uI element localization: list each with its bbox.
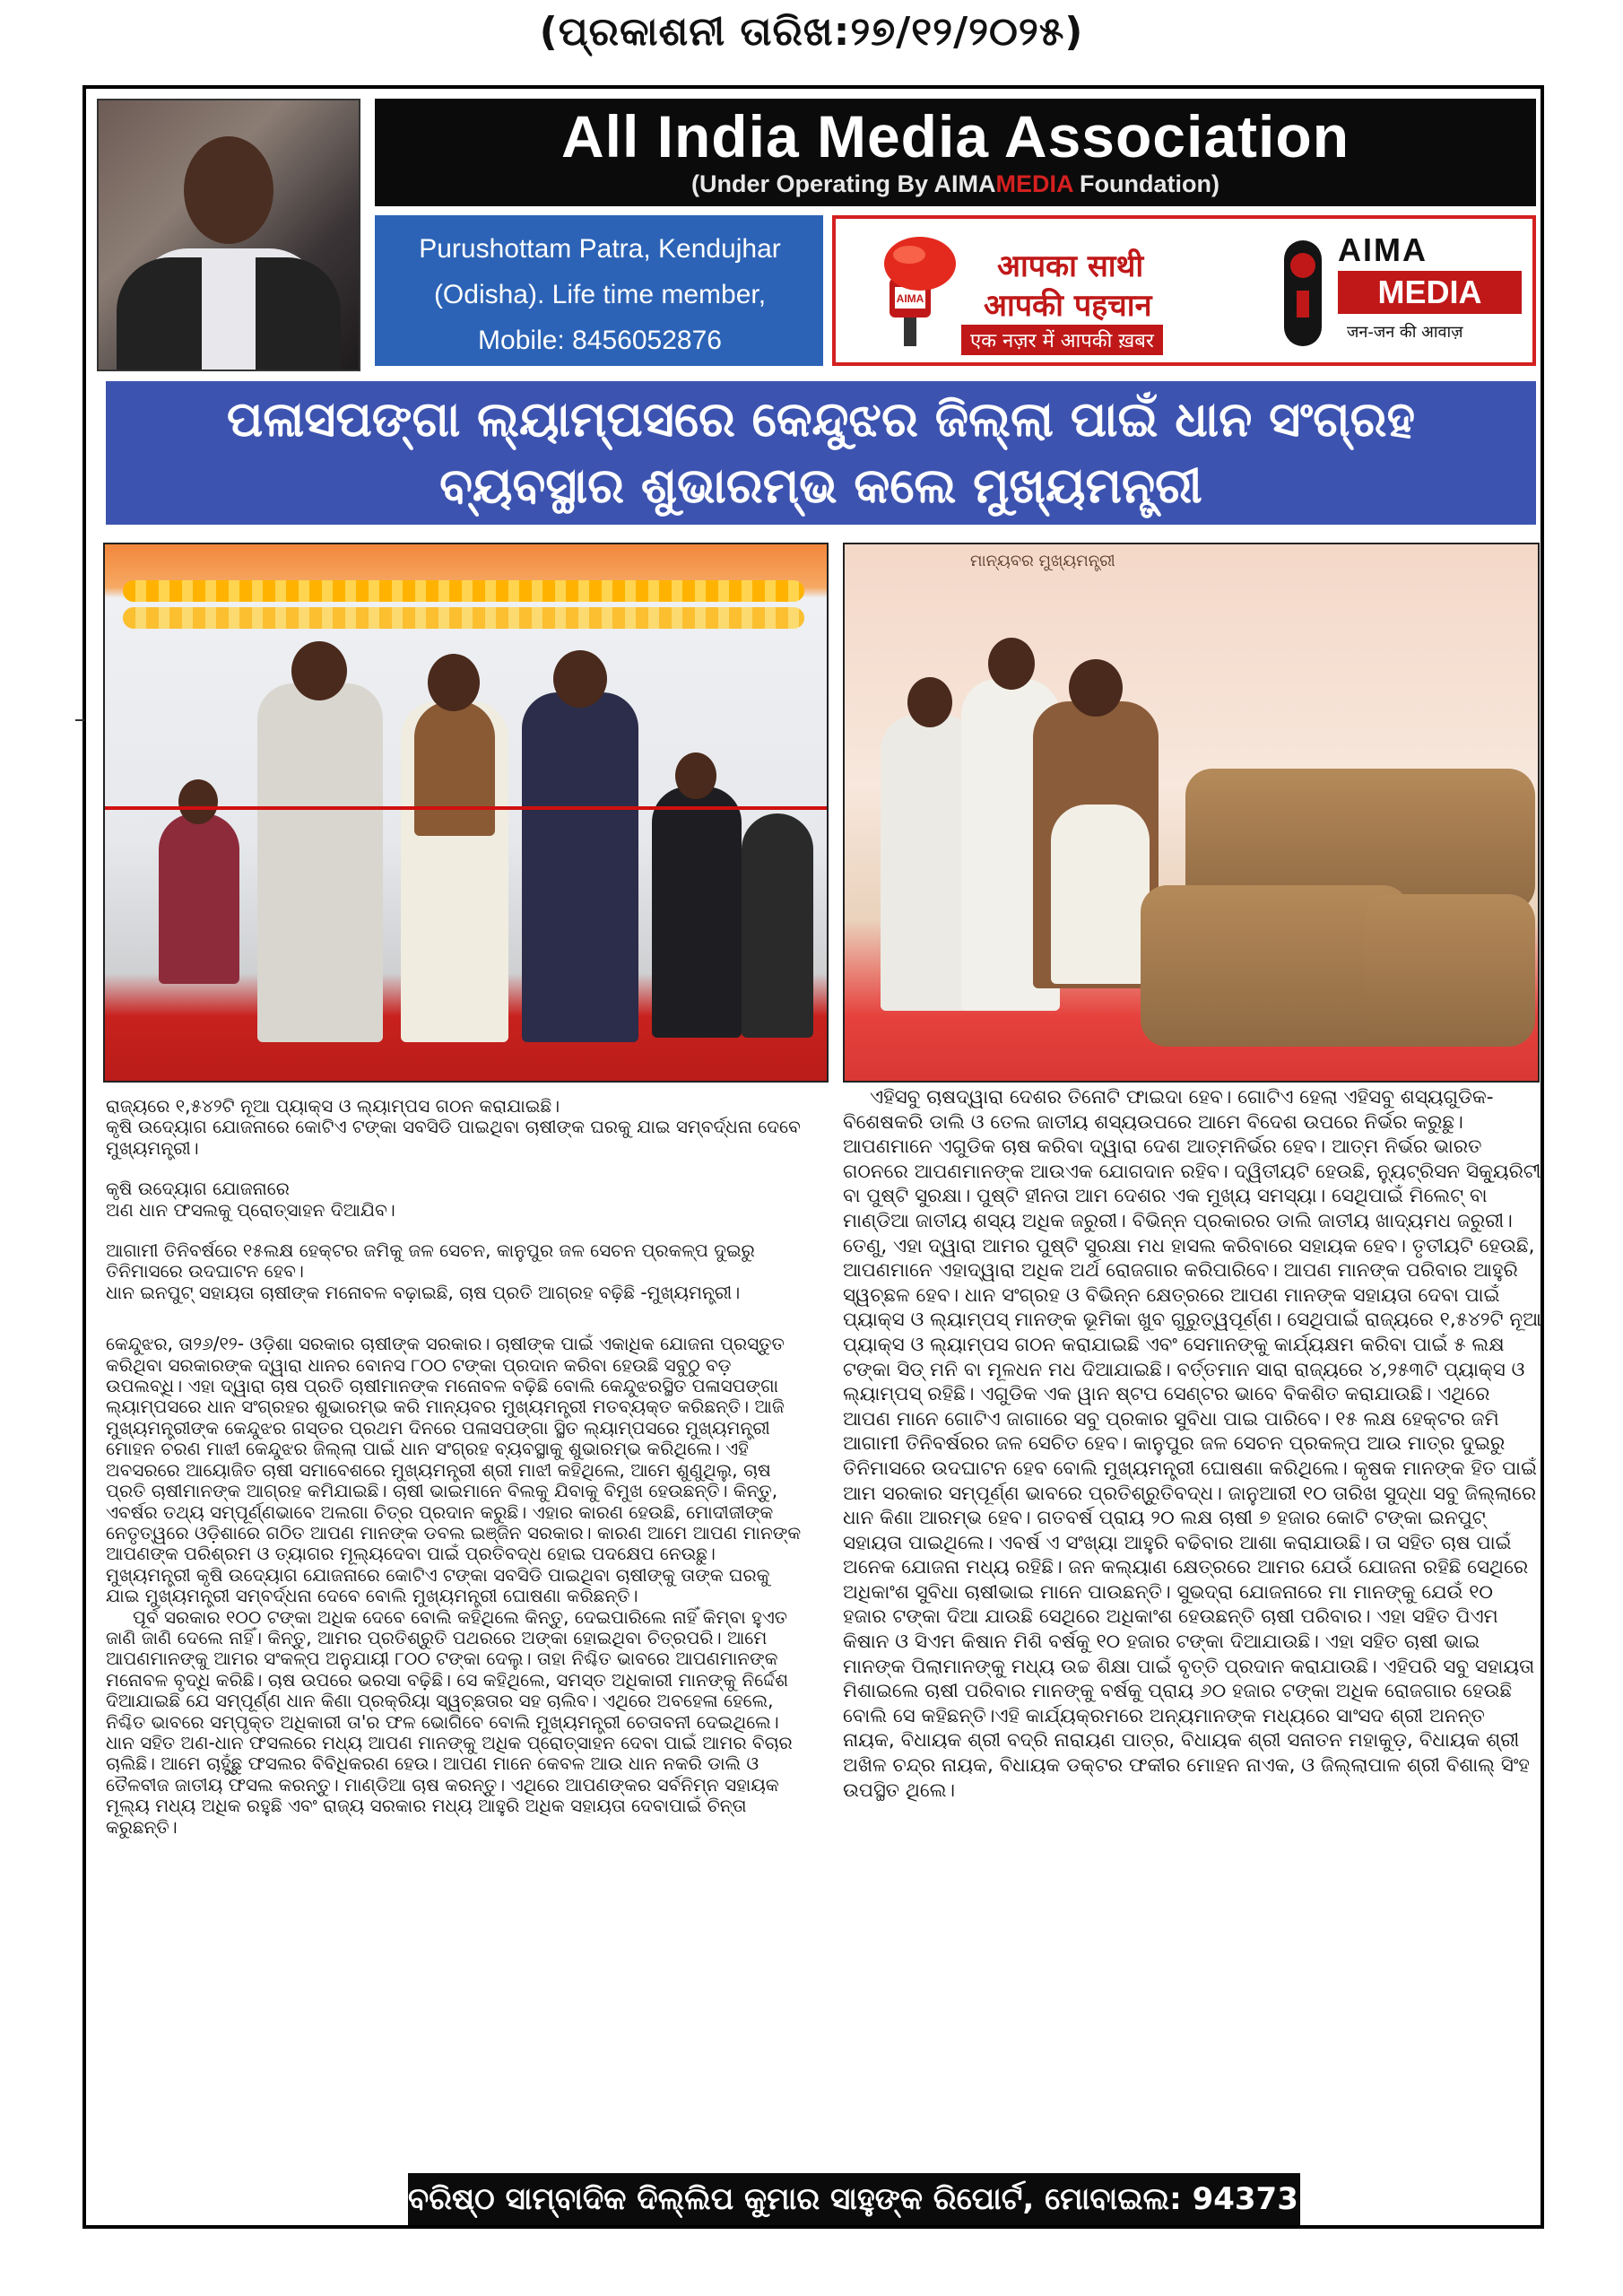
ribbon-cutting-photo (103, 543, 829, 1083)
highlight-paragraph: କୃଷି ଉଦ୍ୟୋଗ ଯୋଜନାରେ (106, 1178, 290, 1200)
ribbon (105, 806, 827, 810)
highlight-paragraph: ରାଜ୍ୟରେ ୧,୫୪୨ଟି ନୂଆ ପ୍ୟାକ୍ସ ଓ ଲ୍ୟାମ୍ପସ ଗଠନ କରାଯାଇଛି। (106, 1095, 560, 1117)
masthead-title: All India Media Association (560, 103, 1350, 170)
body-paragraph: କେନ୍ଦୁଝର, ତା୨୬/୧୨- ଓଡ଼ିଶା ସରକାର ଚାଷୀଙ୍କ ସରକାର। ଚାଷୀଙ୍କ ପାଇଁ ଏକାଧିକ ଯୋଜନା ପ୍ରସ୍ତୁତ କରିଥିବା ସରକାରଙ୍କ ଦ୍ୱାରା ଧାନର ବୋନସ ୮୦୦ ଟଙ୍କା ପ୍ରଦାନ କରିବା ହେଉଛି ସବୁଠୁ ବଡ଼ ଉପଲବ୍ଧି। ଏହା ଦ୍ୱାରା ଚାଷ ପ୍ରତି ଚାଷୀମାନଙ୍କ ମନୋବଳ ବଢ଼ିଛି ବୋଲି କେନ୍ଦୁଝରସ୍ଥିତ ପଳାସପଙ୍ଗା ଲ୍ୟାମ୍ପସରେ ଧାନ ସଂଗ୍ରହର ଶୁଭାରମ୍ଭ କରି ମାନ୍ୟବର ମୁଖ୍ୟମନ୍ତ୍ରୀ ମତବ୍ୟକ୍ତ କରିଛନ୍ତି। ଆଜି ମୁଖ୍ୟମନ୍ତ୍ରୀଙ୍କ କେନ୍ଦୁଝର ଗସ୍ତର ପ୍ରଥମ ଦିନରେ ପଳାସପଙ୍ଗା ସ୍ଥିତ ଲ୍ୟାମ୍ପସରେ ମୁଖ୍ୟମନ୍ତ୍ରୀ ମୋହନ ଚରଣ ମାଝୀ କେନ୍ଦୁଝର ଜିଲ୍ଲା ପାଇଁ ଧାନ ସଂଗ୍ରହ ବ୍ୟବସ୍ଥାକୁ ଶୁଭାରମ୍ଭ କରିଥିଲେ। ଏହି ଅବସରରେ ଆୟୋଜିତ ଚାଷୀ ସମାବେଶରେ ମୁଖ୍ୟମନ୍ତ୍ରୀ ଶ୍ରୀ ମାଝୀ କହିଥିଲେ, ଆମେ ଶୁଣୁଥିଲୁ, ଚାଷ ପ୍ରତି ଚାଷୀମାନଙ୍କ ଆଗ୍ରହ କମିଯାଇଛି। ଚାଷୀ ଭାଇମାନେ ବିଲକୁ ଯିବାକୁ ବିମୁଖ ହେଉଛନ୍ତି। କିନ୍ତୁ, ଏବର୍ଷର ତଥ୍ୟ ସମ୍ପୂର୍ଣ୍ଣଭାବେ ଅଲଗା ଚିତ୍ର ପ୍ରଦାନ କରୁଛି। ଏହାର କାରଣ ହେଉଛି, ମୋଦୀଜୀଙ୍କ ନେତୃତ୍ୱରେ ଓଡ଼ିଶାରେ ଗଠିତ ଆପଣ ମାନଙ୍କ ଡବଲ ଇଞ୍ଜିନ ସରକାର। କାରଣ ଆମେ ଆପଣ ମାନଙ୍କ ଆପଣଙ୍କ ପରିଶ୍ରମ ଓ ତ୍ୟାଗର ମୂଲ୍ୟଦେବା ପାଇଁ ପ୍ରତିବଦ୍ଧ ହୋଇ ପଦକ୍ଷେପ ନେଉଛୁ। ମୁଖ୍ୟମନ୍ତ୍ରୀ କୃଷି ଉଦ୍ୟୋଗ ଯୋଜନାରେ କୋଟିଏ ଟଙ୍କା ସବସିଡି ପାଇଥିବା ଚାଷୀଙ୍କୁ ତାଙ୍କ ଘରକୁ ଯାଇ ମୁଖ୍ୟମନ୍ତ୍ରୀ ସମ୍ବର୍ଦ୍ଧନା ଦେବେ ବୋଲି ମୁଖ୍ୟମନ୍ତ୍ରୀ ଘୋଷଣା କରିଛନ୍ତି। (106, 1333, 802, 1607)
logo-media: MEDIA (1338, 271, 1522, 314)
masthead-subtitle: (Under Operating By AIMAMEDIA Foundation) (691, 170, 1219, 197)
advert-line-2: आपकी पहचान (984, 288, 1152, 324)
highlight-paragraph: କୃଷି ଉଦ୍ୟୋଗ ଯୋଜନାରେ କୋଟିଏ ଟଙ୍କା ସବସିଡି ପାଇଥିବା ଚାଷୀଙ୍କ ଘରକୁ ଯାଇ ସମ୍ବର୍ଦ୍ଧନା ଦେବେ ମୁଖ୍ୟମନ୍ତ୍ରୀ। (106, 1116, 801, 1159)
highlight-paragraph: ଅଣ ଧାନ ଫସଲକୁ ପ୍ରୋତ୍ସାହନ ଦିଆଯିବ। (106, 1198, 395, 1221)
masthead-banner (375, 99, 1536, 206)
logo-aima: AIMA (1338, 231, 1428, 268)
publication-date: (ପ୍ରକାଶନୀ ତାରିଖ:୨୭/୧୨/୨୦୨୫) (539, 9, 1084, 55)
logo-tagline: जन-जन की आवाज़ (1347, 323, 1463, 342)
member-photo (97, 99, 360, 371)
article-headline (106, 381, 1536, 525)
member-line: Purushottam Patra, Kendujhar (419, 234, 781, 264)
aima-media-advert (832, 215, 1536, 366)
mic-label: AIMA (896, 292, 924, 305)
highlight-paragraph: ଧାନ ଇନପୁଟ୍ ସହାୟତା ଚାଷୀଙ୍କ ମନୋବଳ ବଢ଼ାଇଛି, ଚାଷ ପ୍ରତି ଆଗ୍ରହ ବଢ଼ିଛି -ମୁଖ୍ୟମନ୍ତ୍ରୀ। (106, 1281, 741, 1303)
paddy-inspection-photo (843, 543, 1540, 1083)
page-mark (75, 719, 84, 721)
headline-line-2: ବ୍ୟବସ୍ଥାର ଶୁଭାରମ୍ଭ କଲେ ମୁଖ୍ୟମନ୍ତ୍ରୀ (439, 457, 1202, 514)
photo-banner-text: ମାନ୍ୟବର ମୁଖ୍ୟମନ୍ତ୍ରୀ (970, 552, 1115, 570)
member-info-box (375, 215, 823, 366)
member-line: (Odisha). Life time member, (433, 280, 767, 309)
body-paragraph: ଏହିସବୁ ଚାଷଦ୍ୱାରା ଦେଶର ତିନୋଟି ଫାଇଦା ହେବ। ଗୋଟିଏ ହେଲା ଏହିସବୁ ଶସ୍ୟଗୁଡିକ- ବିଶେଷକରି ଡାଲି ଓ ତେଲ ଜାତୀୟ ଶସ୍ୟଉପରେ ଆମେ ବିଦେଶ ଉପରେ ନିର୍ଭର କରୁଛୁ। ଆପଣମାନେ ଏଗୁଡିକ ଚାଷ କରିବା ଦ୍ୱାରା ଦେଶ ଆତ୍ମନିର୍ଭର ହେବ। ଆତ୍ମ ନିର୍ଭର ଭାରତ ଗଠନରେ ଆପଣମାନଙ୍କ ଆଉଏକ ଯୋଗଦାନ ରହିବ। ଦ୍ୱିତୀୟଟି ହେଉଛି, ନ୍ୟୁଟ୍ରିସନ ସିକ୍ୟୁରିଟୀ ବା ପୁଷ୍ଟି ସୁରକ୍ଷା। ପୁଷ୍ଟି ହୀନତା ଆମ ଦେଶର ଏକ ମୁଖ୍ୟ ସମସ୍ୟା। ସେଥିପାଇଁ ମିଲେଟ୍ ବା ମାଣ୍ଡିଆ ଜାତୀୟ ଶସ୍ୟ ଅଧିକ ଜରୁରୀ। ବିଭିନ୍ନ ପ୍ରକାରର ଡାଲି ଜାତୀୟ ଖାଦ୍ୟମଧ ଜରୁରୀ। ତେଣୁ, ଏହା ଦ୍ୱାରା ଆମର ପୁଷ୍ଟି ସୁରକ୍ଷା ମଧ ହାସଲ କରିବାରେ ସହାୟକ ହେବ। ତୃତୀୟଟି ହେଉଛି, ଆପଣମାନେ ଏହାଦ୍ୱାରା ଅଧିକ ଅର୍ଥ ରୋଜଗାର କରିପାରିବେ। ଆପଣ ମାନଙ୍କ ପରିବାର ଆହୁରି ସ୍ୱଚ୍ଛଳ ହେବ। ଧାନ ସଂଗ୍ରହ ଓ ବିଭିନ୍ନ କ୍ଷେତ୍ରରେ ଆପଣ ମାନଙ୍କ ସହାୟତା ଦେବା ପାଇଁ ପ୍ୟାକ୍ସ ଓ ଲ୍ୟାମ୍ପସ୍ ମାନଙ୍କ ଭୂମିକା ଖୁବ ଗୁରୁତ୍ୱପୂର୍ଣ୍ଣ। ସେଥିପାଇଁ ରାଜ୍ୟରେ ୧,୫୪୨ଟି ନୂଆ ପ୍ୟାକ୍ସ ଓ ଲ୍ୟାମ୍ପସ ଗଠନ କରାଯାଇଛି ଏବଂ ସେମାନଙ୍କୁ କାର୍ଯ୍ୟକ୍ଷମ କରିବା ପାଇଁ ୫ ଲକ୍ଷ ଟଙ୍କା ସିଡ୍ ମନି ବା ମୂଳଧନ ମଧ ଦିଆଯାଇଛି। ବର୍ତ୍ତମାନ ସାରା ରାଜ୍ୟରେ ୪,୨୫୩ଟି ପ୍ୟାକ୍ସ ଓ ଲ୍ୟାମ୍ପସ୍ ରହିଛି। ଏଗୁଡିକ ଏକ ୱାନ ଷ୍ଟପ ସେଣ୍ଟର ଭାବେ ବିକଶିତ କରାଯାଉଛି। ଏଥିରେ ଆପଣ ମାନେ ଗୋଟିଏ ଜାଗାରେ ସବୁ ପ୍ରକାର ସୁବିଧା ପାଇ ପାରିବେ। ୧୫ ଲକ୍ଷ ହେକ୍ଟର ଜମି ଆଗାମୀ ତିନିବର୍ଷରର ଜଳ ସେଚିତ ହେବ। କାନୁପୁର ଜଳ ସେଚନ ପ୍ରକଳ୍ପ ଆଉ ମାତ୍ର ଦୁଇରୁ ତିନିମାସରେ ଉଦଘାଟନ ହେବ ବୋଲି ମୁଖ୍ୟମନ୍ତ୍ରୀ ଘୋଷଣା କରିଥିଲେ। କୃଷକ ମାନଙ୍କ ହିତ ପାଇଁ ଆମ ସରକାର ସମ୍ପୂର୍ଣ୍ଣ ଭାବରେ ପ୍ରତିଶ୍ରୁତିବଦ୍ଧ। ଜାନୁଆରୀ ୧୦ ତାରିଖ ସୁଦ୍ଧା ସବୁ ଜିଲ୍ଲାରେ ଧାନ କିଣା ଆରମ୍ଭ ହେବ। ଗତବର୍ଷ ପ୍ରାୟ ୨୦ ଲକ୍ଷ ଚାଷୀ ୭ ହଜାର କୋଟି ଟଙ୍କା ଇନପୁଟ୍ ସହାୟତା ପାଇଥିଲେ। ଏବର୍ଷ ଏ ସଂଖ୍ୟା ଆହୁରି ବଢିବାର ଆଶା କରାଯାଉଛି। ତା ସହିତ ଚାଷ ପାଇଁ ଅନେକ ଯୋଜନା ମଧ୍ୟ ରହିଛି। ଜନ କଲ୍ୟାଣ କ୍ଷେତ୍ରରେ ଆମର ଯେଉଁ ଯୋଜନା ରହିଛି ସେଥିରେ ଅଧିକାଂଶ ସୁବିଧା ଚାଷୀଭାଇ ମାନେ ପାଉଛନ୍ତି। ସୁଭଦ୍ରା ଯୋଜନାରେ ମା ମାନଙ୍କୁ ଯେଉଁ ୧୦ ହଜାର ଟଙ୍କା ଦିଆ ଯାଉଛି ସେଥିରେ ଅଧିକାଂଶ ହେଉଛନ୍ତି ଚାଷୀ ପରିବାର। ଏହା ସହିତ ପିଏମ କିଷାନ ଓ ସିଏମ କିଷାନ ମିଶି ବର୍ଷକୁ ୧୦ ହଜାର ଟଙ୍କା ଦିଆଯାଉଛି। ଏହା ସହିତ ଚାଷୀ ଭାଇ ମାନଙ୍କ ପିଲାମାନଙ୍କୁ ମଧ୍ୟ ଉଚ୍ଚ ଶିକ୍ଷା ପାଇଁ ବୃତ୍ତି ପ୍ରଦାନ କରାଯାଉଛି। ଏହିପରି ସବୁ ସହାୟତା ମିଶାଇଲେ ଚାଷୀ ପରିବାର ମାନଙ୍କୁ ବର୍ଷକୁ ପ୍ରାୟ ୬୦ ହଜାର ଟଙ୍କା ଅଧିକ ରୋଜଗାର ହେଉଛି ବୋଲି ସେ କହିଛନ୍ତି।ଏହି କାର୍ଯ୍ୟକ୍ରମରେ ଅନ୍ୟମାନଙ୍କ ମଧ୍ୟରେ ସାଂସଦ ଶ୍ରୀ ଅନନ୍ତ ନାୟକ, ବିଧାୟକ ଶ୍ରୀ ବଦ୍ରି ନାରାୟଣ ପାତ୍ର, ବିଧାୟକ ଶ୍ରୀ ସନାତନ ମହାକୁଡ଼, ବିଧାୟକ ଶ୍ରୀ ଅଖିଳ ଚନ୍ଦ୍ର ନାୟକ, ବିଧାୟକ ଡକ୍ଟର ଫକୀର ମୋହନ ନାଏକ, ଓ ଜିଲ୍ଲାପାଳ ଶ୍ରୀ ବିଶାଲ୍ ସିଂହ ଉପସ୍ଥିତ ଥିଲେ। (843, 1086, 1541, 1802)
highlight-paragraph: ଆଗାମୀ ତିନିବର୍ଷରେ ୧୫ଲକ୍ଷ ହେକ୍ଟର ଜମିକୁ ଜଳ ସେଚନ, କାନୁପୁର ଜଳ ସେଚନ ପ୍ରକଳ୍ପ ଦୁଇରୁ ତିନିମାସରେ ଉଦଘାଟନ ହେବ। (106, 1239, 755, 1283)
microphone-icon (854, 231, 961, 348)
article-right-column (843, 1085, 1542, 1803)
article-left-column (106, 1096, 805, 1838)
headline-line-1: ପଳାସପଙ୍ଗା ଲ୍ୟାମ୍ପସରେ କେନ୍ଦୁଝର ଜିଲ୍ଲା ପାଇଁ ଧାନ ସଂଗ୍ରହ (226, 391, 1416, 448)
body-paragraph: ପୂର୍ବ ସରକାର ୧୦୦ ଟଙ୍କା ଅଧିକ ଦେବେ ବୋଲି କହିଥିଲେ କିନ୍ତୁ, ଦେଇପାରିଲେ ନାହିଁ କିମ୍ବା ହୁଏତ ଜାଣି ଜାଣି ଦେଲେ ନାହିଁ। କିନ୍ତୁ, ଆମର ପ୍ରତିଶ୍ରୁତି ପଥରରେ ଅଙ୍କା ହୋଇଥିବା ଚିତ୍ରପରି। ଆମେ ଆପଣମାନଙ୍କୁ ଆମର ସଂକଳ୍ପ ଅନୁଯାୟୀ ୮୦୦ ଟଙ୍କା ଦେଲୁ। ତାହା ନିଶ୍ଚିତ ଭାବରେ ଆପଣମାନଙ୍କ ମନୋବଳ ବୃଦ୍ଧି କରିଛି। ଚାଷ ଉପରେ ଭରସା ବଢ଼ିଛି। ସେ କହିଥିଲେ, ସମସ୍ତ ଅଧିକାରୀ ମାନଙ୍କୁ ନିର୍ଦ୍ଦେଶ ଦିଆଯାଇଛି ଯେ ସମ୍ପୂର୍ଣ୍ଣ ଧାନ କିଣା ପ୍ରକ୍ରିୟା ସ୍ୱଚ୍ଛତାର ସହ ଚାଲିବ। ଏଥିରେ ଅବହେଳା ହେଲେ, ନିଶ୍ଚିତ ଭାବରେ ସମ୍ପୃକ୍ତ ଅଧିକାରୀ ତା'ର ଫଳ ଭୋଗିବେ ବୋଲି ମୁଖ୍ୟମନ୍ତ୍ରୀ ଚେତାବନୀ ଦେଇଥିଲେ। ଧାନ ସହିତ ଅଣ-ଧାନ ଫସଲରେ ମଧ୍ୟ ଆପଣ ମାନଙ୍କୁ ଅଧିକ ପ୍ରୋତ୍ସାହନ ଦେବା ପାଇଁ ଆମର ବିଚାର ଚାଲିଛି। ଆମେ ଚାହୁଁଛୁ ଫସଲର ବିବିଧିକରଣ ହେଉ। ଆପଣ ମାନେ କେବଳ ଆଉ ଧାନ ନକରି ଡାଲି ଓ ତୈଳବୀଜ ଜାତୀୟ ଫସଲ କରନ୍ତୁ। ମାଣ୍ଡିଆ ଚାଷ କରନ୍ତୁ। ଏଥିରେ ଆପଣଙ୍କର ସର୍ବନିମ୍ନ ସହାୟକ ମୂଲ୍ୟ ମଧ୍ୟ ଅଧିକ ରହୁଛି ଏବଂ ରାଜ୍ୟ ସରକାର ମଧ୍ୟ ଆହୁରି ଅଧିକ ସହାୟତା ଦେବାପାଇଁ ଚିନ୍ତା କରୁଛନ୍ତି। (106, 1605, 793, 1838)
reporter-credit: ବରିଷ୍ଠ ସାମ୍ବାଦିକ ଦିଲ୍ଲିପ କୁମାର ସାହୁଙ୍କ ରିପୋର୍ଟ, ମୋବାଇଲ: 94373 78792 (408, 2173, 1300, 2225)
advert-line-1: आपका साथी (997, 248, 1144, 284)
member-line: Mobile: 8456052876 (478, 326, 722, 355)
advert-line-3: एक नज़र में आपकी ख़बर (961, 325, 1163, 355)
